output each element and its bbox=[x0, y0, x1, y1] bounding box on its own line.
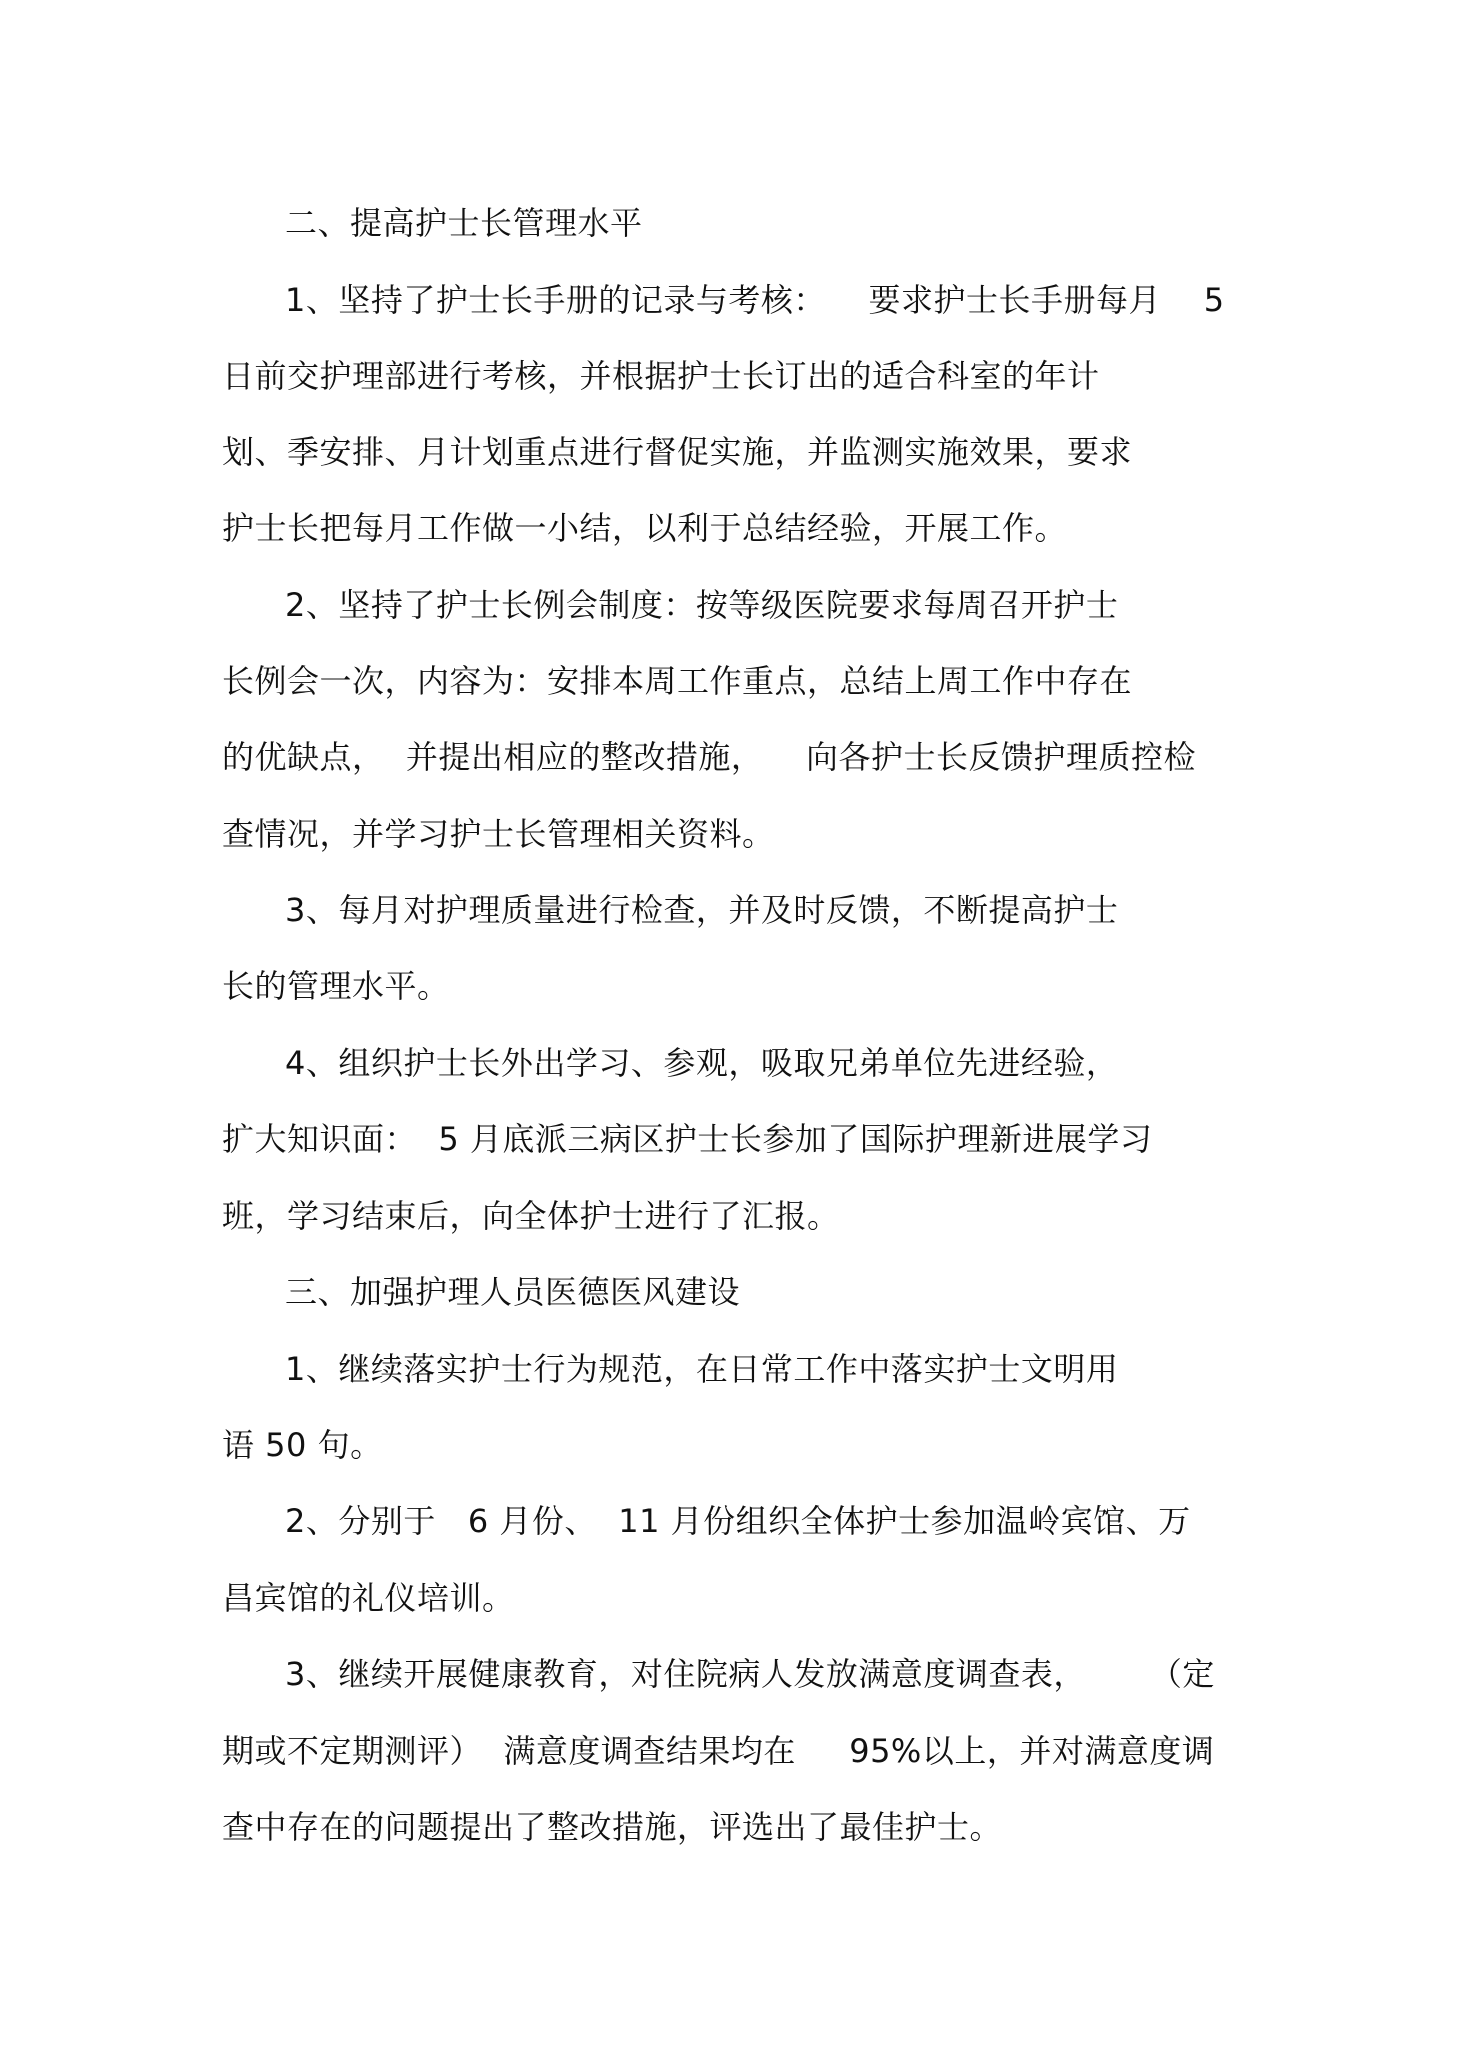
paragraph-line: 班，学习结束后，向全体护士进行了汇报。 bbox=[222, 1197, 840, 1235]
section-heading-3: 三、加强护理人员医德医风建设 bbox=[285, 1273, 741, 1311]
paragraph-line: 2、分别于 6 月份、 11 月份组织全体护士参加温岭宾馆、万 bbox=[285, 1502, 1191, 1540]
paragraph-line: 4、组织护士长外出学习、参观，吸取兄弟单位先进经验， bbox=[285, 1044, 1119, 1082]
section-heading-2: 二、提高护士长管理水平 bbox=[285, 204, 643, 242]
paragraph-line: 查中存在的问题提出了整改措施，评选出了最佳护士。 bbox=[222, 1808, 1003, 1846]
paragraph-line: 2、坚持了护士长例会制度：按等级医院要求每周召开护士 bbox=[285, 586, 1119, 624]
paragraph-line: 语 50 句。 bbox=[222, 1426, 383, 1464]
paragraph-line: 日前交护理部进行考核，并根据护士长订出的适合科室的年计 bbox=[222, 357, 1100, 395]
paragraph-line: 1、坚持了护士长手册的记录与考核： 要求护士长手册每月 5 bbox=[285, 281, 1225, 319]
paragraph-line: 期或不定期测评） 满意度调查结果均在 95%以上，并对满意度调 bbox=[222, 1732, 1215, 1770]
paragraph-line: 查情况，并学习护士长管理相关资料。 bbox=[222, 815, 775, 853]
paragraph-line: 1、继续落实护士行为规范，在日常工作中落实护士文明用 bbox=[285, 1350, 1119, 1388]
paragraph-line: 长例会一次，内容为：安排本周工作重点，总结上周工作中存在 bbox=[222, 662, 1133, 700]
paragraph-line: 扩大知识面： 5 月底派三病区护士长参加了国际护理新进展学习 bbox=[222, 1120, 1153, 1158]
paragraph-line: 昌宾馆的礼仪培训。 bbox=[222, 1579, 515, 1617]
paragraph-line: 的优缺点， 并提出相应的整改措施， 向各护士长反馈护理质控检 bbox=[222, 738, 1197, 776]
paragraph-line: 划、季安排、月计划重点进行督促实施，并监测实施效果，要求 bbox=[222, 433, 1133, 471]
paragraph-line: 3、继续开展健康教育，对住院病人发放满意度调查表， （定 bbox=[285, 1655, 1215, 1693]
paragraph-line: 3、每月对护理质量进行检查，并及时反馈，不断提高护士 bbox=[285, 891, 1119, 929]
paragraph-line: 护士长把每月工作做一小结，以利于总结经验，开展工作。 bbox=[222, 509, 1068, 547]
paragraph-line: 长的管理水平。 bbox=[222, 967, 450, 1005]
